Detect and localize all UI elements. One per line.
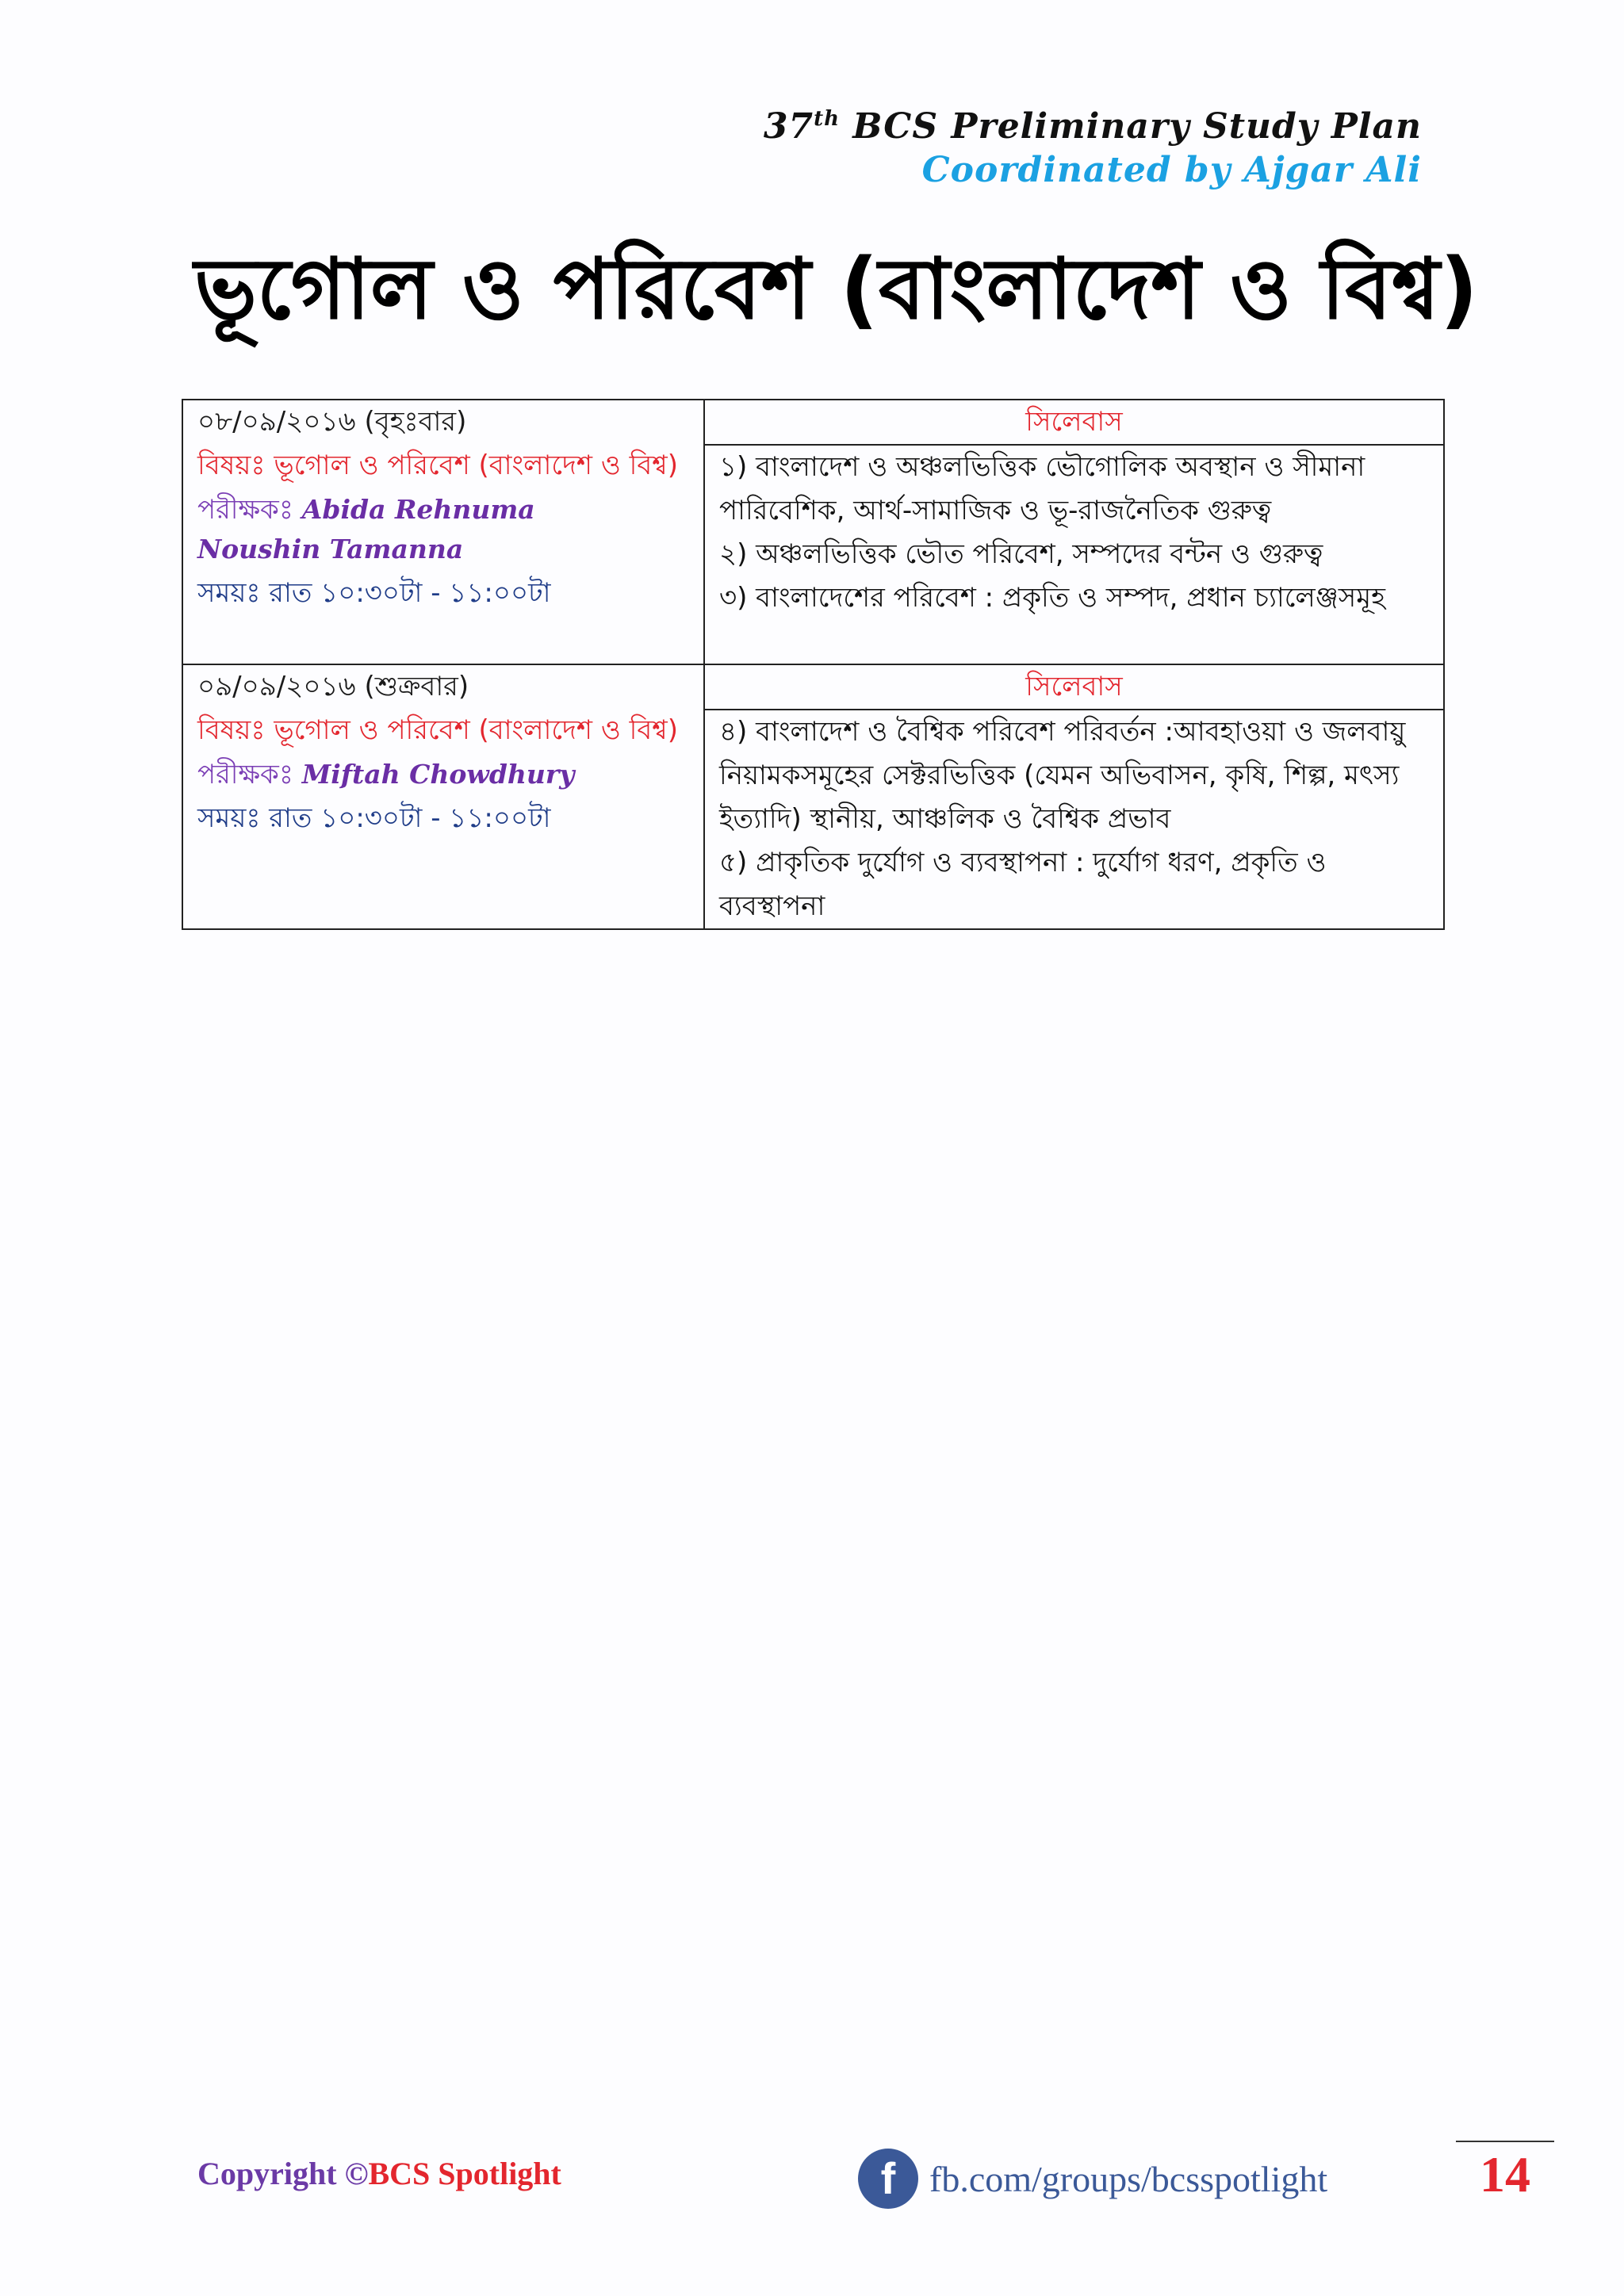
session-info-cell: [182, 664, 704, 929]
footer-copyright: Copyright ©BCS Spotlight: [197, 2156, 561, 2191]
page-header: [764, 97, 1422, 192]
session-subject: বিষয়ঃ ভূগোল ও পরিবেশ (বাংলাদেশ ও বিশ্ব): [197, 450, 678, 481]
examiner-name: Miftah Chowdhury: [301, 759, 575, 790]
page-number: 14: [1480, 2146, 1530, 2202]
examiner-name: Noushin Tamanna: [197, 534, 464, 564]
session-examiner-2: [197, 532, 689, 567]
session-subject: বিষয়ঃ ভূগোল ও পরিবেশ (বাংলাদেশ ও বিশ্ব): [197, 714, 678, 746]
session-date: ০৮/০৯/২০১৬ (বৃহঃবার): [197, 406, 467, 438]
syllabus-item: ৫) প্রাকৃতিক দুর্যোগ ও ব্যবস্থাপনা : দুর্যোগ ধরণ, প্রকৃতি ও ব্যবস্থাপনা: [719, 847, 1327, 922]
session-date: ০৯/০৯/২০১৬ (শুক্রবার): [197, 671, 469, 702]
page-title: ভূগোল ও পরিবেশ (বাংলাদেশ ও বিশ্ব): [194, 240, 1479, 338]
syllabus-item: ২) অঞ্চলভিত্তিক ভৌত পরিবেশ, সম্পদের বন্টন ও গুরুত্ব: [719, 538, 1323, 570]
session-examiner: [197, 757, 689, 792]
page-number-rule: [1456, 2141, 1554, 2142]
syllabus-item: ১) বাংলাদেশ ও অঞ্চলভিত্তিক ভৌগোলিক অবস্থান ও সীমানা পারিবেশিক, আর্থ-সামাজিক ও ভূ-রাজনৈতিক গুরুত্ব: [719, 451, 1365, 526]
examiner-name: Abida Rehnuma: [301, 494, 535, 525]
session-examiner: [197, 492, 689, 527]
facebook-group-url[interactable]: fb.com/groups/bcsspotlight: [929, 2158, 1328, 2199]
syllabus-body: [704, 710, 1444, 929]
syllabus-body: [704, 445, 1444, 664]
header-coordinator: Coordinated by Ajgar Ali: [921, 150, 1422, 190]
session-time: সময়ঃ রাত ১০:৩০টা - ১১:০০টা: [197, 802, 551, 834]
syllabus-item: ৩) বাংলাদেশের পরিবেশ : প্রকৃতি ও সম্পদ, প্রধান চ্যালেঞ্জসমূহ: [719, 582, 1385, 614]
syllabus-heading: সিলেবাস: [704, 400, 1444, 445]
study-plan-table: [182, 399, 1445, 930]
syllabus-item: ৪) বাংলাদেশ ও বৈশ্বিক পরিবেশ পরিবর্তন :আবহাওয়া ও জলবায়ু নিয়ামকসমূহের সেক্টরভিত্তিক (যেমন অভিবাসন, কৃষি, শিল্প, মৎস্য ইত্যাদি) স্থানীয়, আঞ্চলিক ও বৈশ্বিক প্রভাব: [719, 716, 1406, 835]
facebook-group-link[interactable]: [858, 2149, 1327, 2209]
examiner-label: পরীক্ষকঃ: [197, 759, 293, 790]
header-study-plan: 37th BCS Preliminary Study Plan: [763, 106, 1422, 147]
facebook-icon: f: [858, 2149, 918, 2209]
copyright-brand: BCS Spotlight: [368, 2156, 561, 2191]
session-time: সময়ঃ রাত ১০:৩০টা - ১১:০০টা: [197, 577, 551, 609]
syllabus-heading: সিলেবাস: [704, 664, 1444, 710]
examiner-label: পরীক্ষকঃ: [197, 494, 293, 526]
session-info-cell: [182, 400, 704, 664]
